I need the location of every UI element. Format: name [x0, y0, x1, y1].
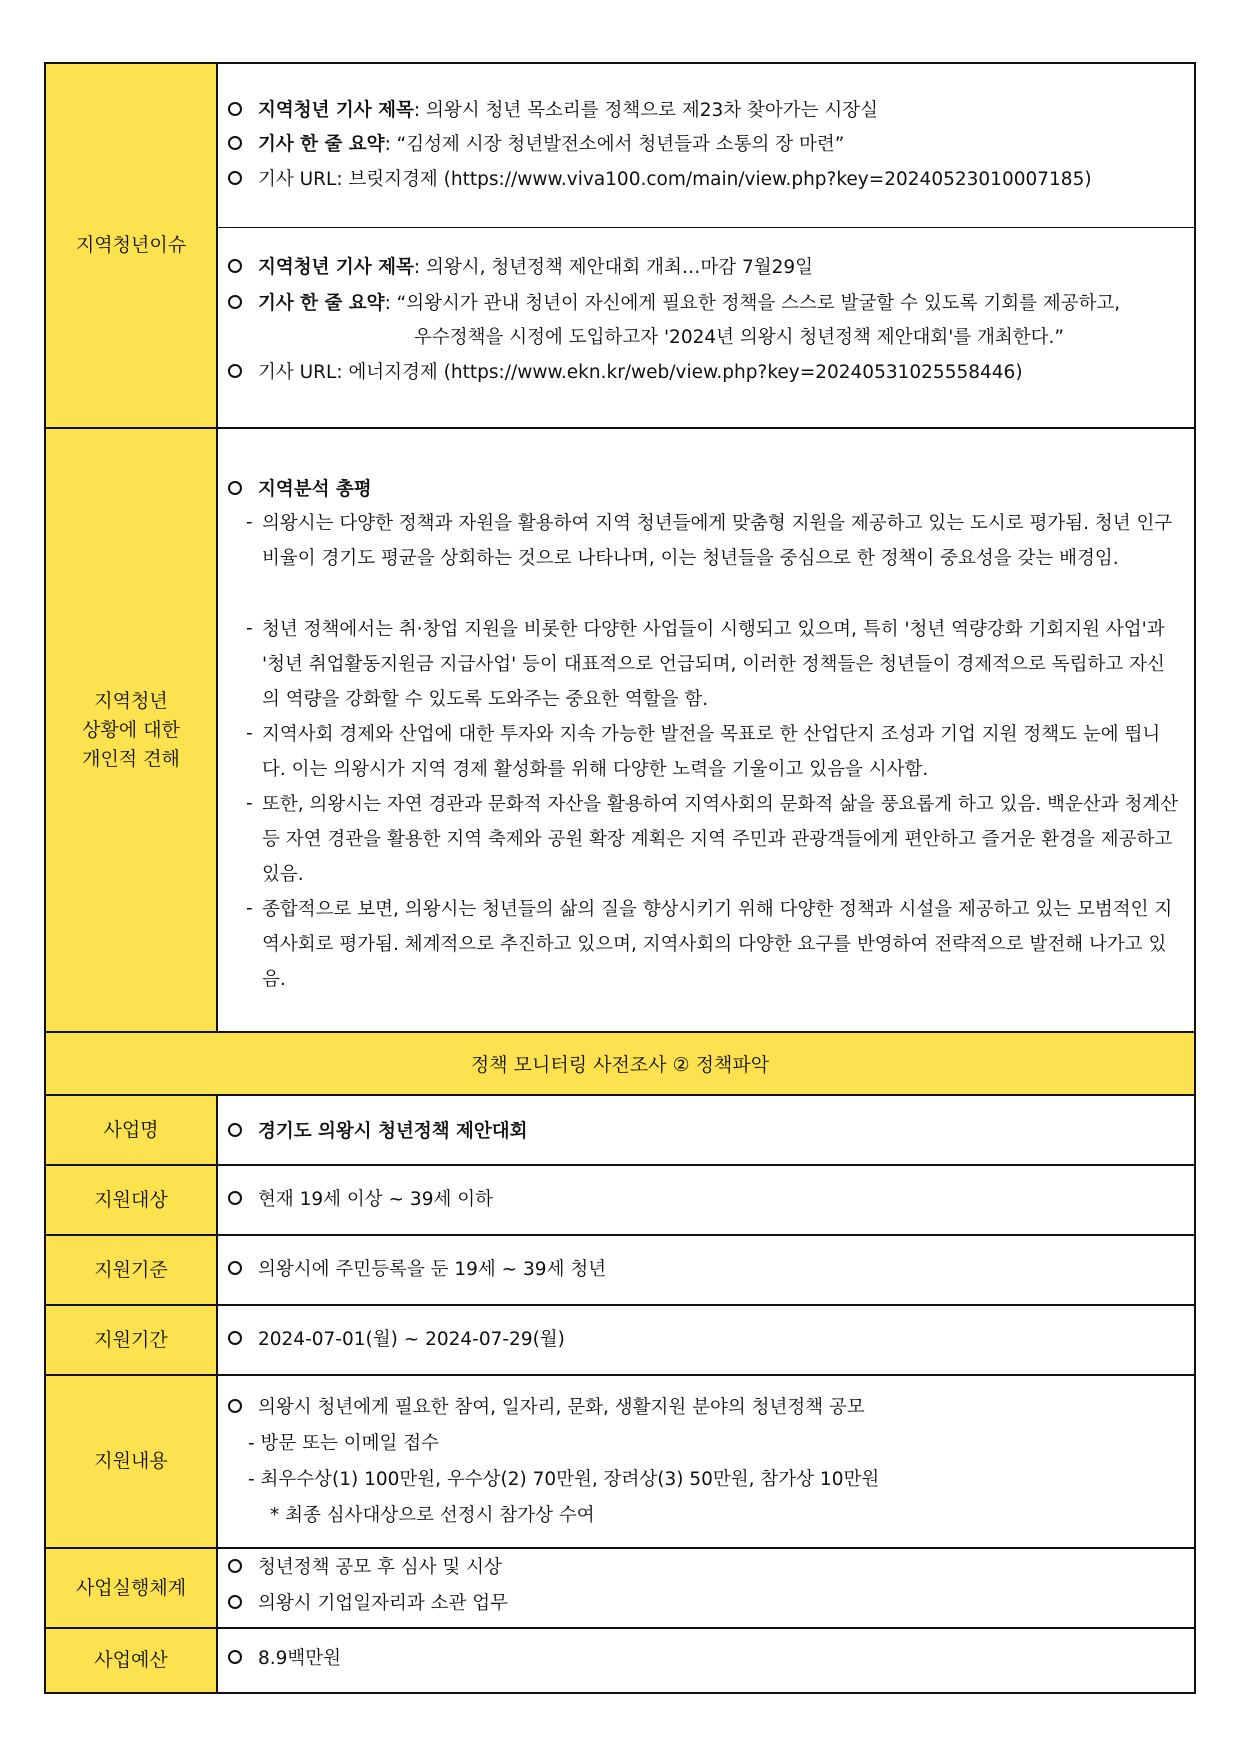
section-header	[46, 1033, 1194, 1096]
policy-name-label: 사업명	[46, 1096, 218, 1164]
article-1-title-key: 지역청년 기사 제목	[258, 100, 414, 121]
criteria-text: 의왕시에 주민등록을 둔 19세 ~ 39세 청년	[258, 1259, 607, 1280]
article-2-summary	[228, 291, 1120, 317]
circle-bullet-icon	[228, 481, 242, 495]
article-2-summary-cont: 우수정책을 시정에 도입하고자 '2024년 의왕시 청년정책 제안대회'를 개최한다.”	[414, 327, 1065, 348]
article-1-title-value: : 의왕시 청년 목소리를 정책으로 제23차 찾아가는 시장실	[413, 100, 878, 121]
policy-name-value	[228, 1119, 528, 1145]
criteria-row	[46, 1236, 1194, 1306]
circle-bullet-icon	[228, 1191, 242, 1205]
article-2-summary-key: 기사 한 줄 요약	[258, 293, 385, 314]
circle-bullet-icon	[228, 364, 242, 378]
system-line-2-text: 의왕시 기업일자리과 소관 업무	[258, 1593, 508, 1614]
content-main	[228, 1395, 865, 1421]
article-2-title-value: : 의왕시, 청년정책 제안대회 개최…마감 7월29일	[413, 257, 813, 278]
circle-bullet-icon	[228, 1559, 242, 1573]
dash-bullet-icon: -	[246, 898, 253, 919]
target-text: 현재 19세 이상 ~ 39세 이하	[258, 1189, 493, 1210]
article-1-summary	[228, 132, 844, 158]
system-line-2	[228, 1591, 508, 1617]
system-row	[46, 1549, 1194, 1629]
policy-name-text: 경기도 의왕시 청년정책 제안대회	[258, 1121, 528, 1142]
circle-bullet-icon	[228, 1399, 242, 1413]
article-2-url-text: 기사 URL: 에너지경제 (https://www.ekn.kr/web/view.php?key=20240531025558446)	[258, 362, 1023, 383]
circle-bullet-icon	[228, 295, 242, 309]
opinion-heading-text: 지역분석 총평	[258, 479, 372, 500]
content-label: 지원내용	[46, 1376, 218, 1547]
opinion-paragraph: 의왕시는 다양한 정책과 자원을 활용하여 지역 청년들에게 맞춤형 지원을 제공하고 있는 도시로 평가됨. 청년 인구 비율이 경기도 평균을 상회하는 것으로 나타나며, 이는 청년들을 중심으로 한 정책이 중요성을 갖는 배경임.	[262, 513, 1173, 569]
period-label: 지원기간	[46, 1306, 218, 1374]
content-main-text: 의왕시 청년에게 필요한 참여, 일자리, 문화, 생활지원 분야의 청년정책 공모	[258, 1397, 865, 1418]
circle-bullet-icon	[228, 171, 242, 185]
article-1-url	[228, 167, 1092, 193]
circle-bullet-icon	[228, 1123, 242, 1137]
content-row	[46, 1376, 1194, 1549]
article-2	[218, 227, 1194, 427]
period-value	[228, 1327, 565, 1353]
dash-bullet-icon: -	[246, 512, 253, 533]
opinion-label-line: 개인적 견해	[82, 747, 180, 770]
article-1-summary-value: : “김성제 시장 청년발전소에서 청년들과 소통의 장 마련”	[384, 134, 845, 155]
circle-bullet-icon	[228, 1595, 242, 1609]
opinion-paragraph: 종합적으로 보면, 의왕시는 청년들의 삶의 질을 향상시키기 위해 다양한 정책과 시설을 제공하고 있는 모범적인 지역사회로 평가됨. 체계적으로 추진하고 있으며, 지역사회의 다양한 요구를 반영하여 전략적으로 발전해 나가고 있음.	[262, 899, 1173, 990]
budget-text: 8.9백만원	[258, 1648, 342, 1669]
criteria-value	[228, 1257, 606, 1283]
opinion-label-line: 상황에 대한	[82, 718, 180, 741]
content-sub-1: - 방문 또는 이메일 접수	[248, 1433, 440, 1454]
circle-bullet-icon	[228, 1331, 242, 1345]
article-1-summary-key: 기사 한 줄 요약	[258, 134, 385, 155]
policy-name-row	[46, 1096, 1194, 1166]
section-header-text: 정책 모니터링 사전조사 ② 정책파악	[470, 1054, 770, 1076]
circle-bullet-icon	[228, 1650, 242, 1664]
policy-document-table	[44, 62, 1196, 1694]
circle-bullet-icon	[228, 136, 242, 150]
opinion-paragraph: 지역사회 경제와 산업에 대한 투자와 지속 가능한 발전을 목표로 한 산업단지 조성과 기업 지원 정책도 눈에 띕니다. 이는 의왕시가 지역 경제 활성화를 위해 다양한 노력을 기울이고 있음을 시사함.	[262, 724, 1161, 780]
system-label: 사업실행체계	[46, 1549, 218, 1627]
opinion-paragraph: 청년 정책에서는 취·창업 지원을 비롯한 다양한 사업들이 시행되고 있으며, 특히 '청년 역량강화 기회지원 사업'과 '청년 취업활동지원금 지급사업' 등이 대표적으로 언급되며, 이러한 정책들은 청년들이 경제적으로 독립하고 자신의 역량을 강화할 수 있도록 도와주는 중요한 역할을 함.	[262, 619, 1165, 710]
opinion-row	[46, 429, 1194, 1033]
dash-bullet-icon: -	[246, 618, 253, 639]
article-2-url	[228, 360, 1023, 386]
article-2-summary-value: : “의왕시가 관내 청년이 자신에게 필요한 정책을 스스로 발굴할 수 있도록 기회를 제공하고,	[384, 293, 1121, 314]
opinion-label	[46, 429, 218, 1031]
circle-bullet-icon	[228, 259, 242, 273]
criteria-label: 지원기준	[46, 1236, 218, 1304]
issues-label: 지역청년이슈	[46, 64, 218, 427]
dash-bullet-icon: -	[246, 723, 253, 744]
period-text: 2024-07-01(월) ~ 2024-07-29(월)	[258, 1329, 565, 1350]
issues-row	[46, 64, 1194, 429]
target-label: 지원대상	[46, 1166, 218, 1234]
article-1-url-text: 기사 URL: 브릿지경제 (https://www.viva100.com/main/view.php?key=20240523010007185)	[258, 169, 1092, 190]
budget-value	[228, 1646, 341, 1672]
system-line-1-text: 청년정책 공모 후 심사 및 시상	[258, 1557, 502, 1578]
circle-bullet-icon	[228, 1261, 242, 1275]
article-2-title-key: 지역청년 기사 제목	[258, 257, 414, 278]
dash-bullet-icon: -	[246, 793, 253, 814]
content-note: * 최종 심사대상으로 선정시 참가상 수여	[270, 1505, 595, 1526]
article-2-title	[228, 255, 813, 281]
opinion-heading	[228, 477, 372, 503]
budget-label: 사업예산	[46, 1629, 218, 1692]
system-line-1	[228, 1555, 502, 1581]
circle-bullet-icon	[228, 102, 242, 116]
period-row	[46, 1306, 1194, 1376]
content-sub-2: - 최우수상(1) 100만원, 우수상(2) 70만원, 장려상(3) 50만원, 참가상 10만원	[248, 1469, 880, 1490]
article-1-title	[228, 98, 878, 124]
target-row	[46, 1166, 1194, 1236]
opinion-label-line: 지역청년	[94, 689, 168, 712]
article-1	[218, 64, 1194, 228]
budget-row	[46, 1629, 1194, 1692]
opinion-paragraph: 또한, 의왕시는 자연 경관과 문화적 자산을 활용하여 지역사회의 문화적 삶을 풍요롭게 하고 있음. 백운산과 청계산 등 자연 경관을 활용한 지역 축제와 공원 확장 계획은 지역 주민과 관광객들에게 편안하고 즐거운 환경을 제공하고 있음.	[262, 794, 1179, 885]
target-value	[228, 1187, 493, 1213]
